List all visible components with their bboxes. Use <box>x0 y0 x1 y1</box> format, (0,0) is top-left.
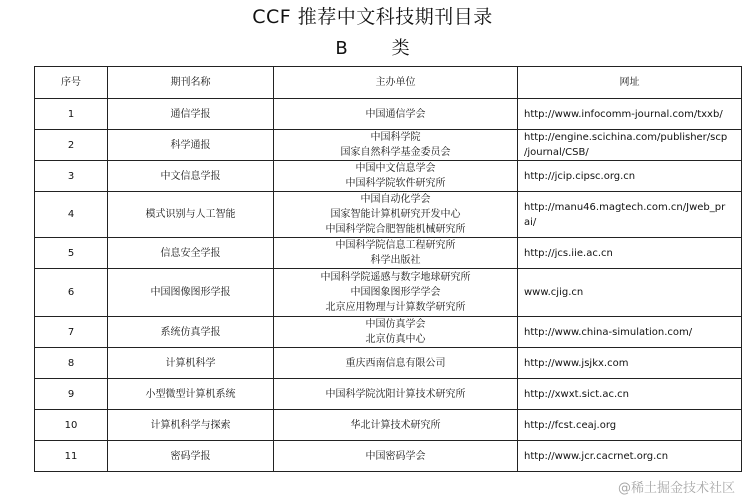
journal-name: 科学通报 <box>108 130 274 161</box>
table-row <box>35 317 742 348</box>
sponsor-name: 科学出版社 <box>370 255 421 266</box>
sponsor-name: 中国科学院 <box>370 132 421 143</box>
website-url: http://fcst.ceaj.org <box>524 419 617 431</box>
journal-table <box>34 66 742 472</box>
sponsor-cell <box>274 379 518 410</box>
website-url: http://xwxt.sict.ac.cn <box>524 388 629 400</box>
row-number: 8 <box>35 348 108 379</box>
sponsor-name: 国家自然科学基金委员会 <box>340 147 451 158</box>
sponsor-cell <box>274 192 518 238</box>
website-cell <box>518 348 742 379</box>
sponsor-name: 中国自动化学会 <box>360 194 431 205</box>
header-journal-name: 期刊名称 <box>108 67 274 99</box>
sponsor-name: 国家智能计算机研究开发中心 <box>330 209 461 220</box>
sponsor-cell <box>274 317 518 348</box>
table-row <box>35 348 742 379</box>
sponsor-cell <box>274 441 518 472</box>
sponsor-cell <box>274 269 518 317</box>
table-row <box>35 161 742 192</box>
website-cell <box>518 410 742 441</box>
table-header-row <box>35 67 742 99</box>
sponsor-name: 中国科学院沈阳计算技术研究所 <box>325 388 466 400</box>
row-number: 3 <box>35 161 108 192</box>
website-cell <box>518 441 742 472</box>
row-number: 7 <box>35 317 108 348</box>
sponsor-name: 北京应用物理与计算数学研究所 <box>325 302 466 313</box>
table-row <box>35 238 742 269</box>
watermark-text: @稀土掘金技术社区 <box>617 481 735 496</box>
website-cell <box>518 317 742 348</box>
website-cell <box>518 192 742 238</box>
website-url: www.cjig.cn <box>524 287 584 298</box>
website-url: /journal/CSB/ <box>524 147 589 158</box>
row-number: 6 <box>35 269 108 317</box>
row-number: 4 <box>35 192 108 238</box>
sponsor-name: 中国科学院信息工程研究所 <box>335 240 456 251</box>
row-number: 9 <box>35 379 108 410</box>
website-cell <box>518 238 742 269</box>
page-title: CCF 推荐中文科技期刊目录 <box>252 6 493 28</box>
website-url: http://jcs.iie.ac.cn <box>524 247 613 259</box>
journal-name: 计算机科学 <box>108 348 274 379</box>
category-suffix: 类 <box>391 38 410 59</box>
table-row <box>35 192 742 238</box>
website-cell <box>518 99 742 130</box>
row-number: 2 <box>35 130 108 161</box>
sponsor-name: 北京仿真中心 <box>365 334 426 345</box>
sponsor-cell <box>274 161 518 192</box>
journal-name: 计算机科学与探索 <box>108 410 274 441</box>
row-number: 5 <box>35 238 108 269</box>
table-row <box>35 130 742 161</box>
sponsor-cell <box>274 99 518 130</box>
sponsor-name: 中国图象图形学学会 <box>350 287 441 298</box>
website-url: http://www.china-simulation.com/ <box>524 326 693 338</box>
sponsor-name: 中国科学院遥感与数字地球研究所 <box>320 272 471 283</box>
sponsor-cell <box>274 410 518 441</box>
header-website: 网址 <box>518 67 742 99</box>
category-heading <box>0 37 745 61</box>
sponsor-name: 重庆西南信息有限公司 <box>345 357 446 369</box>
website-url: http://www.jsjkx.com <box>524 357 629 369</box>
table-row <box>35 379 742 410</box>
website-cell <box>518 161 742 192</box>
journal-name: 小型微型计算机系统 <box>108 379 274 410</box>
sponsor-name: 中国中文信息学会 <box>355 163 436 174</box>
table-row <box>35 441 742 472</box>
sponsor-name: 中国仿真学会 <box>365 319 426 330</box>
sponsor-name: 中国密码学会 <box>365 450 426 462</box>
website-url: http://jcip.cipsc.org.cn <box>524 170 636 182</box>
journal-name: 通信学报 <box>108 99 274 130</box>
website-cell <box>518 379 742 410</box>
header-sponsor: 主办单位 <box>274 67 518 99</box>
sponsor-cell <box>274 238 518 269</box>
website-url: ai/ <box>524 216 537 228</box>
table-row <box>35 99 742 130</box>
row-number: 1 <box>35 99 108 130</box>
journal-name: 密码学报 <box>108 441 274 472</box>
journal-name: 中文信息学报 <box>108 161 274 192</box>
website-url: http://www.jcr.cacrnet.org.cn <box>524 450 669 462</box>
sponsor-name: 华北计算技术研究所 <box>350 419 441 431</box>
header-number: 序号 <box>35 67 108 99</box>
row-number: 10 <box>35 410 108 441</box>
sponsor-cell <box>274 348 518 379</box>
sponsor-name: 中国通信学会 <box>365 108 426 120</box>
table-row <box>35 410 742 441</box>
sponsor-name: 中国科学院合肥智能机械研究所 <box>325 224 466 235</box>
sponsor-name: 中国科学院软件研究所 <box>345 178 446 189</box>
sponsor-cell <box>274 130 518 161</box>
table-row <box>35 269 742 317</box>
website-cell <box>518 130 742 161</box>
journal-name: 中国图像图形学报 <box>108 269 274 317</box>
website-url: http://engine.scichina.com/publisher/scp <box>524 132 728 143</box>
website-url: http://manu46.magtech.com.cn/Jweb_pr <box>524 201 726 213</box>
journal-name: 系统仿真学报 <box>108 317 274 348</box>
category-letter: B <box>335 38 348 59</box>
website-cell <box>518 269 742 317</box>
website-url: http://www.infocomm-journal.com/txxb/ <box>524 108 723 120</box>
row-number: 11 <box>35 441 108 472</box>
journal-name: 信息安全学报 <box>108 238 274 269</box>
journal-name: 模式识别与人工智能 <box>108 192 274 238</box>
table-body <box>35 99 742 472</box>
